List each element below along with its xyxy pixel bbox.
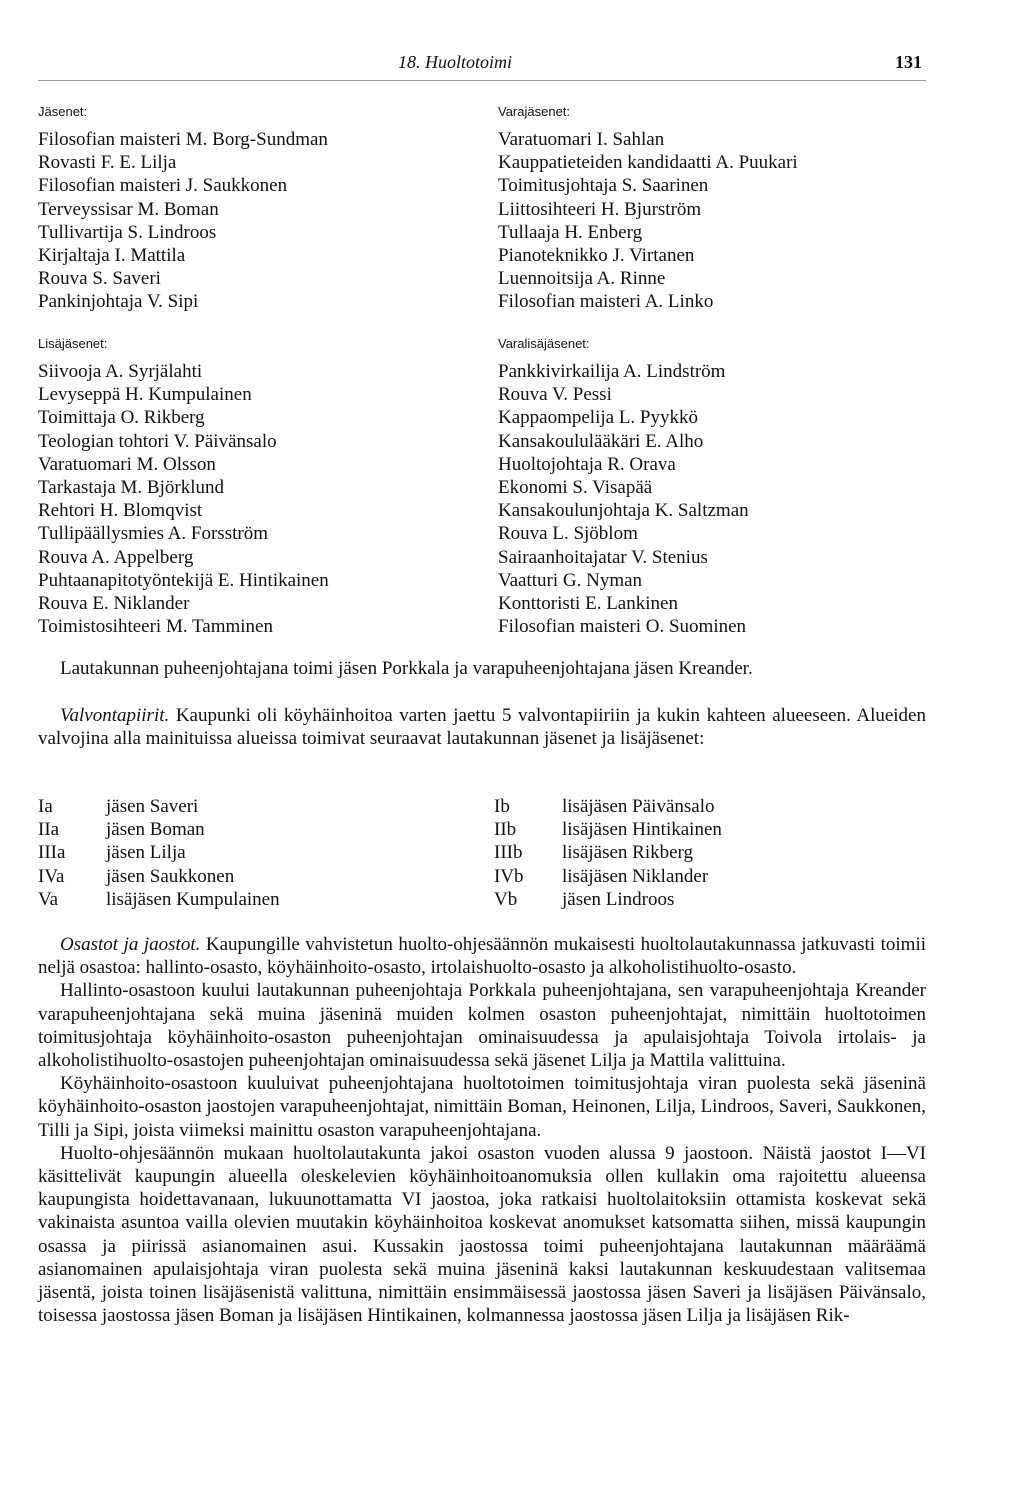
district-supervisor: lisäjäsen Hintikainen xyxy=(562,819,722,841)
page-number: 131 xyxy=(895,52,922,72)
district-supervisor: jäsen Saveri xyxy=(106,796,199,817)
district-code: IIIa xyxy=(38,842,66,864)
jasenet-member: Pankinjohtaja V. Sipi xyxy=(38,291,199,313)
osastot-p4: Huolto-ohjesäännön mukaan huoltolautakunta jakoi osaston vuoden alussa 9 jaostoon. Näistä jaostot I—VI käsittelivät kaupungin alueella oleskelevien köyhäinhoitoanomuksia ollen kullakin oma rajoitettu alueensa kaupungista hoidettavanaan, lukuunottamatta VI jaostoa, joka ratkaisi huoltolaitoksiin ottamista koskevat sekä vakinaista asuntoa vailla olevien muutakin köyhäinhoitoa koskevat anomukset katsomatta siihen, missä kaupungin osassa ja piirissä asianomainen asui. Kussakin jaostossa toimi puheenjohtajana lautakunnan määräämä asianomainen apulaisjohtaja viran puolesta sekä muina jäseninä kaksi lautakunnan keskuudestaan valitsemaa jäsentä, joista toinen lisäjäsenistä valittuna, nimittäin ensimmäisessä jaostossa jäsen Saveri ja lisäjäsen Päivänsalo, toisessa jaostossa jäsen Boman ja lisäjäsen Hintikainen, kolmannessa jaostossa jäsen Lilja ja lisäjäsen Rik- xyxy=(38,1142,926,1327)
district-row xyxy=(494,818,894,841)
lisajasenet-member: Rouva E. Niklander xyxy=(38,593,190,615)
lisajasenet-list xyxy=(38,336,329,638)
jasenet-member: Kirjaltaja I. Mattila xyxy=(38,245,186,267)
page-header xyxy=(0,52,1024,82)
district-row xyxy=(38,865,438,888)
district-supervisor: jäsen Lindroos xyxy=(562,888,675,910)
district-supervisor: lisäjäsen Niklander xyxy=(562,865,709,887)
osastot-heading: Osastot ja jaostot. xyxy=(60,934,201,955)
varajasenet-heading: Varajäsenet: xyxy=(498,104,571,119)
varajasenet-member: Liittosihteeri H. Bjurström xyxy=(498,198,702,220)
district-row xyxy=(494,795,894,818)
varalisajasenet-member: Ekonomi S. Visapää xyxy=(498,477,653,499)
district-row xyxy=(494,865,894,888)
jasenet-member: Rovasti F. E. Lilja xyxy=(38,152,177,174)
jasenet-member: Filosofian maisteri J. Saukkonen xyxy=(38,175,288,197)
varajasenet-member: Varatuomari I. Sahlan xyxy=(498,129,665,150)
varalisajasenet-member: Sairaanhoitajatar V. Stenius xyxy=(498,546,708,568)
district-row xyxy=(38,795,438,818)
district-code: IVb xyxy=(494,865,524,887)
varajasenet-member: Luennoitsija A. Rinne xyxy=(498,268,666,290)
osastot-p2: Hallinto-osastoon kuului lautakunnan puheenjohtaja Porkkala puheenjohtajana, sen varapuheenjohtaja Kreander varapuheenjohtajana sekä muina jäseninä muiden kolmen osaston puheenjohtajat, nimittäin huoltotoimen toimitusjohtaja köyhäinhoito-osaston puheenjohtajan ominaisuudessa ja apulaisjohtaja Toivola irtolais- ja alkoholistihuolto-osastojen puheenjohtajan ominaisuudessa sekä jäsenet Lilja ja Mattila valittuina. xyxy=(38,980,926,1072)
jasenet-heading: Jäsenet: xyxy=(38,104,88,119)
osastot-p3: Köyhäinhoito-osastoon kuuluivat puheenjohtajana huoltotoimen toimitusjohtaja viran puolesta sekä jäseninä köyhäinhoito-osaston jaostojen varapuheenjohtajat, nimittäin Boman, Heinonen, Lilja, Lindroos, Saveri, Saukkonen, Tilli ja Sipi, joista viimeksi mainittu osaston varapuheenjohtajana. xyxy=(38,1073,926,1141)
lisajasenet-member: Tullipäällysmies A. Forsström xyxy=(38,523,268,545)
district-supervisor: lisäjäsen Kumpulainen xyxy=(106,888,280,910)
varajasenet-list xyxy=(498,104,798,314)
varalisajasenet-member: Kappaompelija L. Pyykkö xyxy=(498,407,698,429)
district-code: Ia xyxy=(38,796,53,817)
lisajasenet-member: Rouva A. Appelberg xyxy=(38,546,194,568)
valvonta-heading: Valvontapiirit. xyxy=(60,705,170,726)
jasenet-member: Rouva S. Saveri xyxy=(38,268,161,290)
district-row xyxy=(38,841,438,864)
lisajasenet-heading: Lisäjäsenet: xyxy=(38,336,108,351)
varajasenet-member: Pianoteknikko J. Virtanen xyxy=(498,245,695,267)
jasenet-list xyxy=(38,104,328,314)
varalisajasenet-member: Pankkivirkailija A. Lindström xyxy=(498,361,726,382)
district-code: Vb xyxy=(494,888,518,910)
district-code: Va xyxy=(38,888,59,910)
district-row xyxy=(494,841,894,864)
varalisajasenet-member: Huoltojohtaja R. Orava xyxy=(498,453,676,475)
osastot-p1: Osastot ja jaostot. Kaupungille vahvistetun huolto-ohjesäännön mukaisesti huoltolautakunnassa jatkuvasti toimii neljä osastoa: hallinto-osasto, köyhäinhoito-osasto, irtolaishuolto-osasto ja alkoholistihuolto-osasto. xyxy=(38,934,926,979)
running-title: 18. Huoltotoimi xyxy=(398,52,513,72)
district-code: Ib xyxy=(494,796,510,817)
lisajasenet-member: Siivooja A. Syrjälahti xyxy=(38,361,203,382)
lisajasenet-member: Toimistosihteeri M. Tamminen xyxy=(38,616,273,638)
varalisajasenet-member: Rouva L. Sjöblom xyxy=(498,523,638,545)
lisajasenet-member: Teologian tohtori V. Päivänsalo xyxy=(38,430,277,452)
district-row xyxy=(38,888,438,911)
varalisajasenet-list xyxy=(498,336,749,638)
osastot-section xyxy=(38,933,926,1327)
header-rule xyxy=(38,80,926,81)
lisajasenet-member: Toimittaja O. Rikberg xyxy=(38,407,205,429)
districts-right xyxy=(494,795,894,911)
lisajasenet-member: Rehtori H. Blomqvist xyxy=(38,500,203,522)
varajasenet-member: Toimitusjohtaja S. Saarinen xyxy=(498,175,709,197)
chair-text: Lautakunnan puheenjohtajana toimi jäsen Porkkala ja varapuheenjohtajana jäsen Kreander. xyxy=(60,658,753,679)
district-supervisor: jäsen Saukkonen xyxy=(106,865,235,887)
varajasenet-member: Tullaaja H. Enberg xyxy=(498,221,643,243)
district-code: IIIb xyxy=(494,842,523,864)
jasenet-member: Filosofian maisteri M. Borg-Sundman xyxy=(38,129,328,150)
district-supervisor: lisäjäsen Päivänsalo xyxy=(562,796,715,817)
districts-left xyxy=(38,795,438,911)
lisajasenet-member: Puhtaanapitotyöntekijä E. Hintikainen xyxy=(38,569,329,591)
varalisajasenet-member: Kansakoululääkäri E. Alho xyxy=(498,430,704,452)
varajasenet-member: Filosofian maisteri A. Linko xyxy=(498,291,714,313)
varalisajasenet-member: Rouva V. Pessi xyxy=(498,384,612,406)
district-supervisor: jäsen Boman xyxy=(106,819,205,841)
district-row xyxy=(38,818,438,841)
varajasenet-member: Kauppatieteiden kandidaatti A. Puukari xyxy=(498,152,798,174)
lisajasenet-member: Tarkastaja M. Björklund xyxy=(38,477,224,499)
valvonta-text: Kaupunki oli köyhäinhoitoa varten jaettu 5 valvontapiiriin ja kukin kahteen alueeseen. Alueiden valvojina alla mainituissa alueissa toimivat seuraavat lautakunnan jäsenet ja lisäjäsenet: xyxy=(38,705,926,750)
varalisajasenet-member: Konttoristi E. Lankinen xyxy=(498,593,678,615)
lisajasenet-member: Levyseppä H. Kumpulainen xyxy=(38,384,252,406)
chair-paragraph xyxy=(38,657,926,680)
district-code: IIb xyxy=(494,819,517,841)
district-row xyxy=(494,888,894,911)
jasenet-member: Terveyssisar M. Boman xyxy=(38,198,219,220)
district-code: IVa xyxy=(38,865,65,887)
varalisajasenet-member: Kansakoulunjohtaja K. Saltzman xyxy=(498,500,749,522)
district-supervisor: lisäjäsen Rikberg xyxy=(562,842,694,864)
varalisajasenet-member: Filosofian maisteri O. Suominen xyxy=(498,616,747,638)
valvonta-paragraph xyxy=(38,704,926,750)
jasenet-member: Tullivartija S. Lindroos xyxy=(38,221,217,243)
varalisajasenet-heading: Varalisäjäsenet: xyxy=(498,336,590,351)
lisajasenet-member: Varatuomari M. Olsson xyxy=(38,453,216,475)
district-supervisor: jäsen Lilja xyxy=(106,842,186,864)
varalisajasenet-member: Vaatturi G. Nyman xyxy=(498,569,643,591)
district-code: IIa xyxy=(38,819,60,841)
